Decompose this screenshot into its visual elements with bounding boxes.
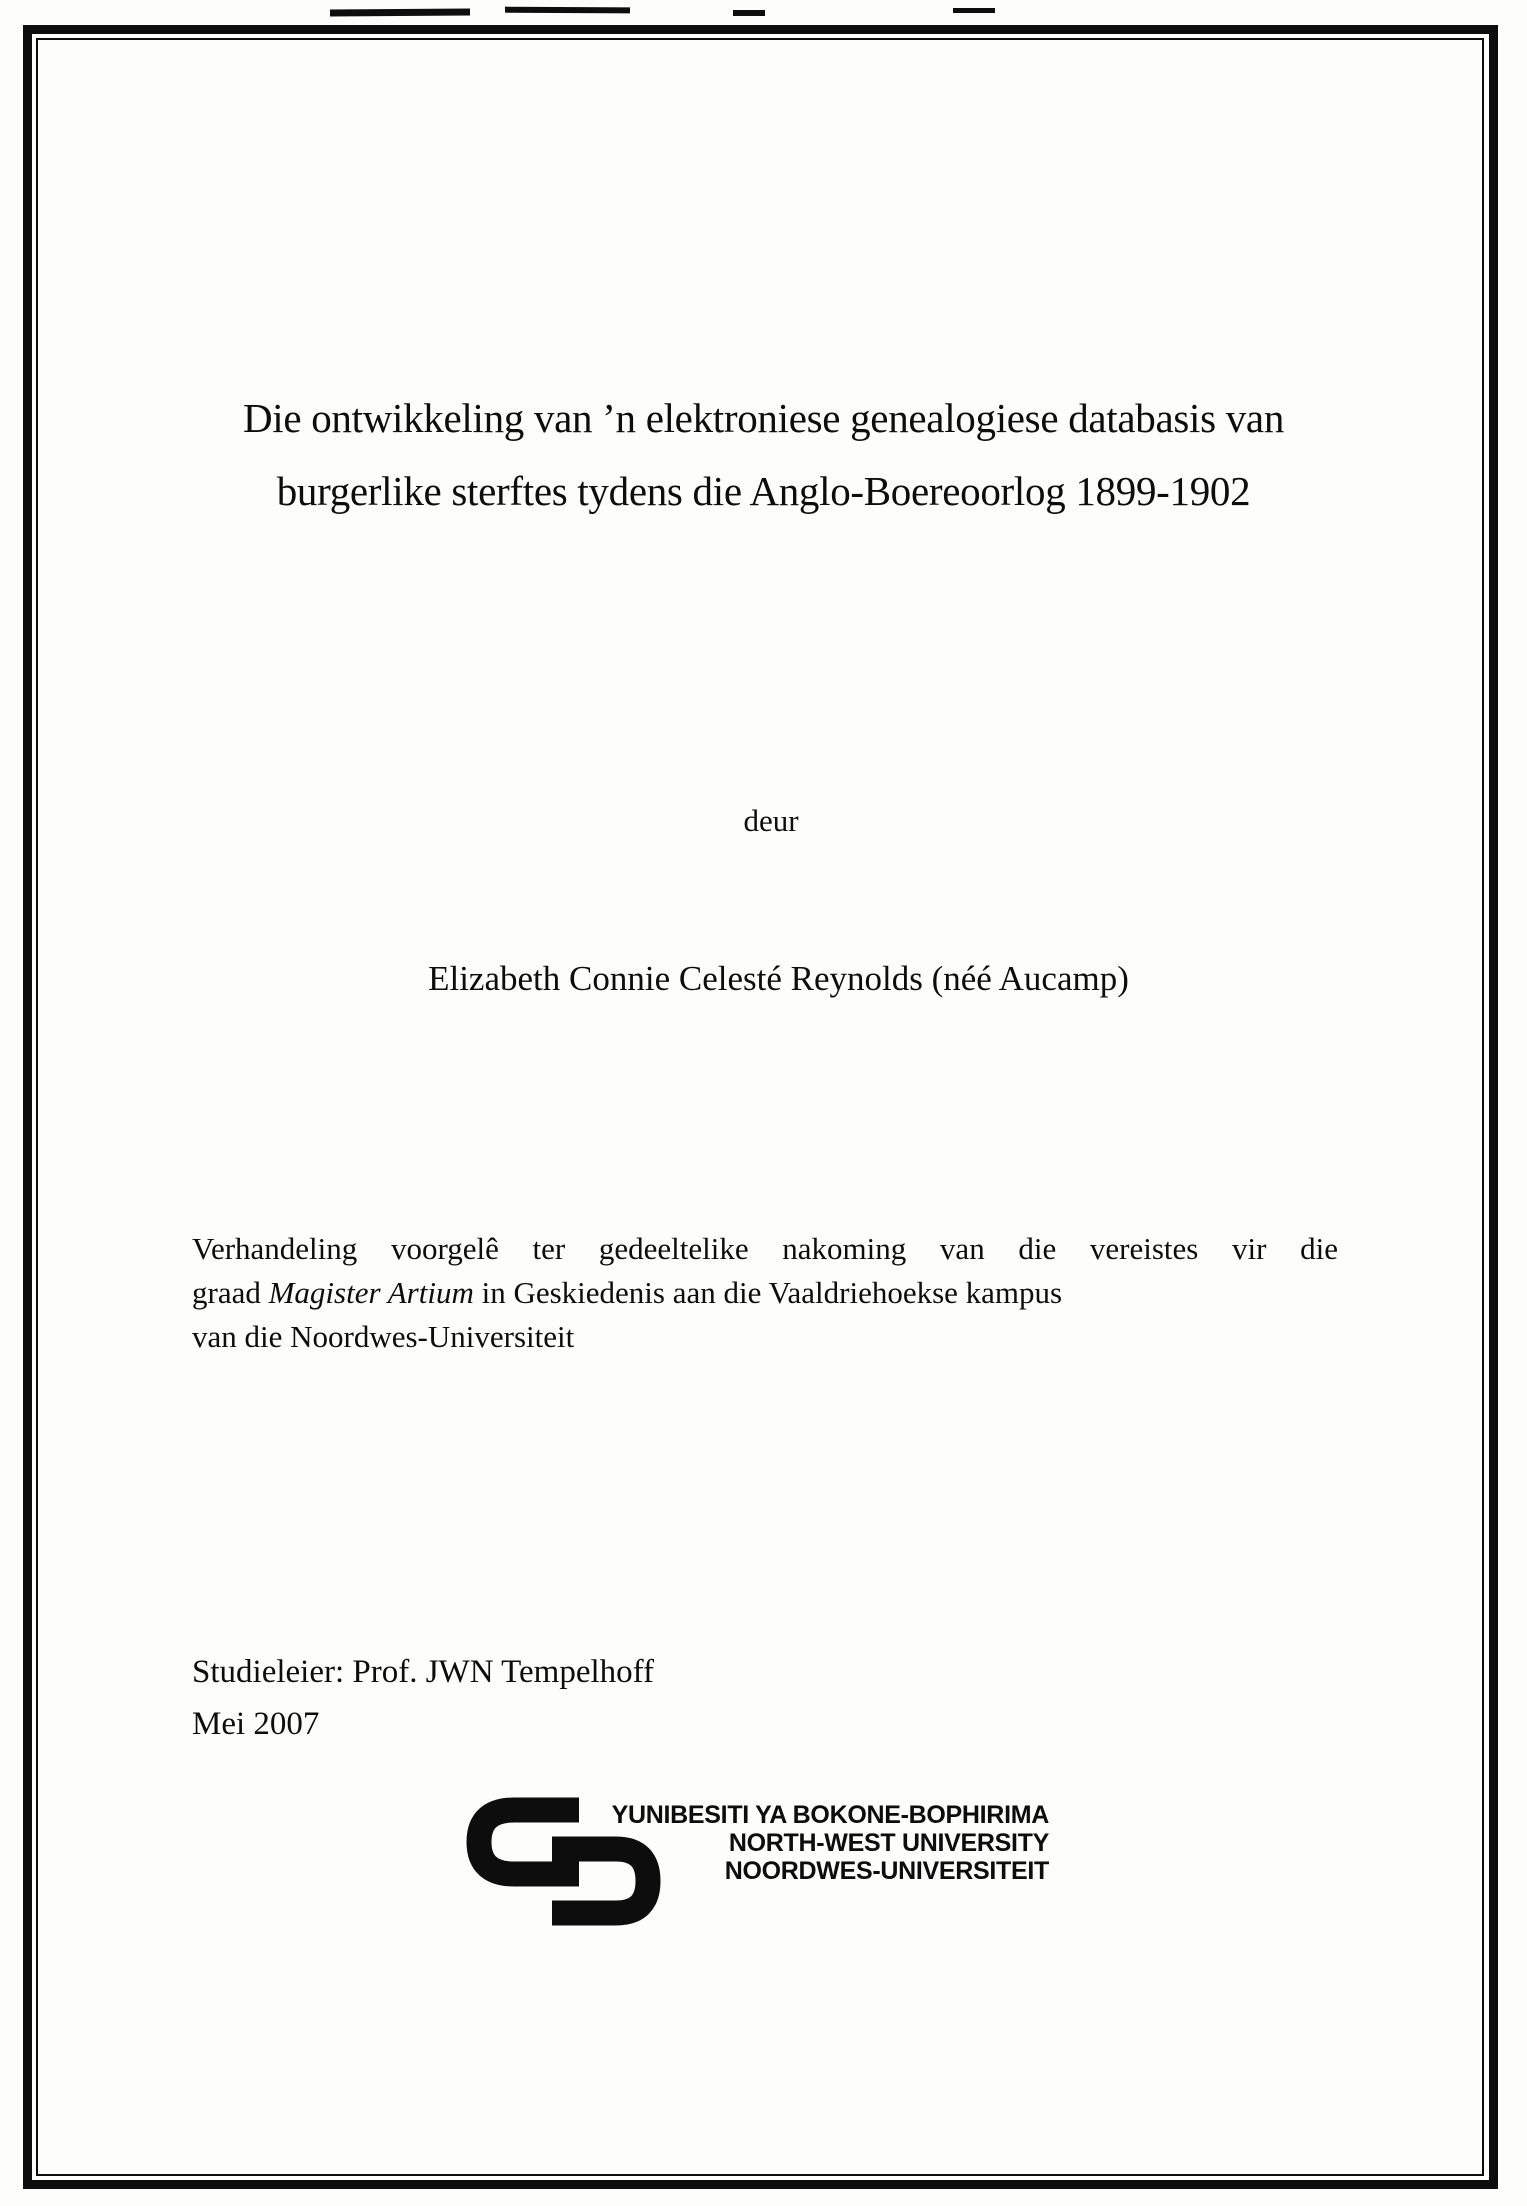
scan-artifact [505,7,630,14]
author-name: Elizabeth Connie Celesté Reynolds (néé Aucamp) [428,959,1129,998]
logo-line-afrikaans: NOORDWES-UNIVERSITEIT [724,1857,1049,1885]
submission-statement [192,1227,1338,1359]
logo-line-setswana: YUNIBESITI YA BOKONE-BOPHIRIMA [611,1801,1049,1829]
byline: deur [743,803,799,838]
thesis-title [55,382,1472,528]
scan-artifact [733,10,765,16]
logo-line-english: NORTH-WEST UNIVERSITY [728,1829,1049,1857]
supervisor-line: Studieleier: Prof. JWN Tempelhoff [192,1654,655,1690]
date-line: Mei 2007 [192,1706,320,1742]
statement-line-2-pre: graad [192,1275,269,1310]
statement-line-3: van die Noordwes-Universiteit [192,1319,575,1354]
supervisor-block [192,1646,654,1750]
statement-line-1: Verhandeling voorgelê ter gedeeltelike nakoming van die vereistes vir die [192,1231,1338,1266]
scan-artifact [953,8,995,13]
thesis-title-line-2: burgerlike sterftes tydens die Anglo-Boereoorlog 1899-1902 [276,468,1251,514]
degree-name: Magister Artium [268,1275,474,1310]
university-logo [466,1797,1086,1942]
thesis-title-line-1: Die ontwikkeling van ’n elektroniese genealogiese databasis van [242,395,1285,441]
scan-artifact [330,9,470,17]
statement-line-2 [192,1271,1338,1315]
statement-line-2-post: in Geskiedenis aan die Vaaldriehoekse kampus [473,1275,1063,1310]
university-logo-text [594,1801,1049,1885]
